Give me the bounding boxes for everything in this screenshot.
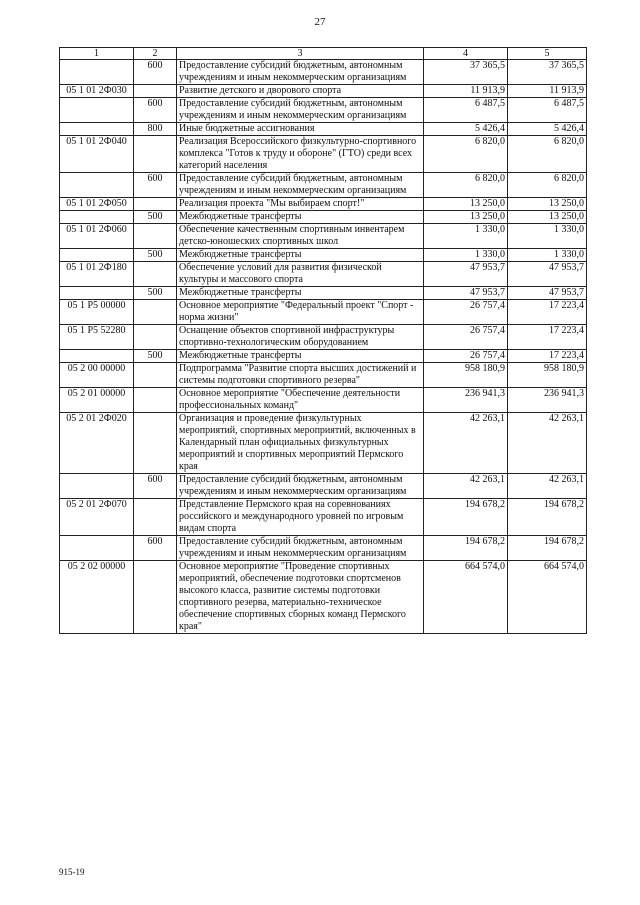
classification-code-cell: 05 2 01 2Ф070 xyxy=(60,499,134,536)
amount-col4-cell: 42 263,1 xyxy=(424,474,508,499)
amount-col4-cell: 42 263,1 xyxy=(424,413,508,474)
expense-type-cell: 600 xyxy=(134,474,177,499)
amount-col4-cell: 11 913,9 xyxy=(424,85,508,98)
header-cell: 3 xyxy=(177,48,424,60)
amount-col4-cell: 26 757,4 xyxy=(424,300,508,325)
expense-type-cell xyxy=(134,136,177,173)
amount-col4-cell: 6 820,0 xyxy=(424,173,508,198)
table-row xyxy=(60,300,587,325)
table-row xyxy=(60,211,587,224)
item-name-cell: Развитие детского и дворового спорта xyxy=(177,85,424,98)
header-cell: 2 xyxy=(134,48,177,60)
item-name-cell: Предоставление субсидий бюджетным, автономным учреждениям и иным некоммерческим организациям xyxy=(177,173,424,198)
classification-code-cell xyxy=(60,287,134,300)
classification-code-cell: 05 1 P5 00000 xyxy=(60,300,134,325)
header-cell: 4 xyxy=(424,48,508,60)
table-row xyxy=(60,413,587,474)
table-header-row xyxy=(60,48,587,60)
expense-type-cell xyxy=(134,363,177,388)
table-row xyxy=(60,173,587,198)
amount-col4-cell: 1 330,0 xyxy=(424,224,508,249)
item-name-cell: Межбюджетные трансферты xyxy=(177,287,424,300)
table-row xyxy=(60,325,587,350)
classification-code-cell: 05 1 01 2Ф030 xyxy=(60,85,134,98)
amount-col4-cell: 194 678,2 xyxy=(424,536,508,561)
expense-type-cell: 500 xyxy=(134,287,177,300)
item-name-cell: Представление Пермского края на соревнованиях российского и международного уровней по игровым видам спорта xyxy=(177,499,424,536)
amount-col5-cell: 1 330,0 xyxy=(508,224,587,249)
expense-type-cell xyxy=(134,325,177,350)
classification-code-cell: 05 2 01 00000 xyxy=(60,388,134,413)
expense-type-cell xyxy=(134,262,177,287)
table-row xyxy=(60,224,587,249)
table-row xyxy=(60,98,587,123)
expense-type-cell xyxy=(134,224,177,249)
header-cell: 5 xyxy=(508,48,587,60)
amount-col5-cell: 42 263,1 xyxy=(508,413,587,474)
item-name-cell: Организация и проведение физкультурных мероприятий, спортивных мероприятий, включенных в Календарный план официальных физкультурных мероприятий и спортивных мероприятий Пермского края xyxy=(177,413,424,474)
table-row xyxy=(60,474,587,499)
amount-col5-cell: 6 820,0 xyxy=(508,173,587,198)
amount-col5-cell: 6 820,0 xyxy=(508,136,587,173)
classification-code-cell: 05 1 01 2Ф060 xyxy=(60,224,134,249)
classification-code-cell: 05 1 01 2Ф180 xyxy=(60,262,134,287)
expense-type-cell xyxy=(134,85,177,98)
amount-col5-cell: 47 953,7 xyxy=(508,262,587,287)
amount-col4-cell: 26 757,4 xyxy=(424,350,508,363)
item-name-cell: Межбюджетные трансферты xyxy=(177,249,424,262)
item-name-cell: Оснащение объектов спортивной инфраструктуры спортивно-технологическим оборудованием xyxy=(177,325,424,350)
classification-code-cell xyxy=(60,60,134,85)
expense-type-cell: 600 xyxy=(134,98,177,123)
expense-type-cell: 500 xyxy=(134,211,177,224)
classification-code-cell xyxy=(60,123,134,136)
classification-code-cell: 05 1 01 2Ф050 xyxy=(60,198,134,211)
classification-code-cell xyxy=(60,536,134,561)
amount-col5-cell: 37 365,5 xyxy=(508,60,587,85)
item-name-cell: Обеспечение качественным спортивным инвентарем детско-юношеских спортивных школ xyxy=(177,224,424,249)
table-row xyxy=(60,85,587,98)
expense-type-cell xyxy=(134,388,177,413)
table-row xyxy=(60,499,587,536)
table-row xyxy=(60,262,587,287)
amount-col4-cell: 47 953,7 xyxy=(424,287,508,300)
amount-col4-cell: 26 757,4 xyxy=(424,325,508,350)
table-row xyxy=(60,198,587,211)
classification-code-cell: 05 1 P5 52280 xyxy=(60,325,134,350)
amount-col4-cell: 47 953,7 xyxy=(424,262,508,287)
item-name-cell: Обеспечение условий для развития физической культуры и массового спорта xyxy=(177,262,424,287)
table-row xyxy=(60,561,587,634)
header-cell: 1 xyxy=(60,48,134,60)
table-row xyxy=(60,536,587,561)
amount-col5-cell: 11 913,9 xyxy=(508,85,587,98)
amount-col5-cell: 236 941,3 xyxy=(508,388,587,413)
amount-col5-cell: 958 180,9 xyxy=(508,363,587,388)
amount-col5-cell: 664 574,0 xyxy=(508,561,587,634)
amount-col4-cell: 13 250,0 xyxy=(424,211,508,224)
item-name-cell: Предоставление субсидий бюджетным, автономным учреждениям и иным некоммерческим организациям xyxy=(177,98,424,123)
classification-code-cell xyxy=(60,173,134,198)
item-name-cell: Предоставление субсидий бюджетным, автономным учреждениям и иным некоммерческим организациям xyxy=(177,536,424,561)
item-name-cell: Предоставление субсидий бюджетным, автономным учреждениям и иным некоммерческим организациям xyxy=(177,474,424,499)
page-number: 27 xyxy=(314,16,326,28)
table-row xyxy=(60,287,587,300)
expense-type-cell: 600 xyxy=(134,536,177,561)
table-row xyxy=(60,249,587,262)
amount-col5-cell: 13 250,0 xyxy=(508,198,587,211)
expense-type-cell: 500 xyxy=(134,249,177,262)
amount-col5-cell: 5 426,4 xyxy=(508,123,587,136)
amount-col5-cell: 17 223,4 xyxy=(508,350,587,363)
expense-type-cell xyxy=(134,499,177,536)
budget-table xyxy=(59,47,587,634)
amount-col4-cell: 664 574,0 xyxy=(424,561,508,634)
expense-type-cell: 600 xyxy=(134,60,177,85)
classification-code-cell: 05 2 00 00000 xyxy=(60,363,134,388)
amount-col5-cell: 1 330,0 xyxy=(508,249,587,262)
table-row xyxy=(60,363,587,388)
expense-type-cell xyxy=(134,198,177,211)
item-name-cell: Реализация проекта "Мы выбираем спорт!" xyxy=(177,198,424,211)
table-row xyxy=(60,388,587,413)
expense-type-cell xyxy=(134,300,177,325)
document-code: 915-19 xyxy=(59,867,85,877)
amount-col5-cell: 17 223,4 xyxy=(508,300,587,325)
amount-col4-cell: 6 487,5 xyxy=(424,98,508,123)
item-name-cell: Иные бюджетные ассигнования xyxy=(177,123,424,136)
amount-col4-cell: 6 820,0 xyxy=(424,136,508,173)
classification-code-cell: 05 2 02 00000 xyxy=(60,561,134,634)
item-name-cell: Основное мероприятие "Обеспечение деятельности профессиональных команд" xyxy=(177,388,424,413)
expense-type-cell xyxy=(134,413,177,474)
classification-code-cell: 05 1 01 2Ф040 xyxy=(60,136,134,173)
expense-type-cell: 600 xyxy=(134,173,177,198)
amount-col4-cell: 1 330,0 xyxy=(424,249,508,262)
amount-col4-cell: 194 678,2 xyxy=(424,499,508,536)
classification-code-cell xyxy=(60,474,134,499)
classification-code-cell xyxy=(60,350,134,363)
classification-code-cell xyxy=(60,211,134,224)
classification-code-cell xyxy=(60,98,134,123)
item-name-cell: Межбюджетные трансферты xyxy=(177,350,424,363)
amount-col4-cell: 236 941,3 xyxy=(424,388,508,413)
expense-type-cell: 500 xyxy=(134,350,177,363)
amount-col5-cell: 42 263,1 xyxy=(508,474,587,499)
item-name-cell: Межбюджетные трансферты xyxy=(177,211,424,224)
table-row xyxy=(60,123,587,136)
amount-col5-cell: 13 250,0 xyxy=(508,211,587,224)
classification-code-cell xyxy=(60,249,134,262)
item-name-cell: Предоставление субсидий бюджетным, автономным учреждениям и иным некоммерческим организациям xyxy=(177,60,424,85)
item-name-cell: Реализация Всероссийского физкультурно-спортивного комплекса "Готов к труду и обороне" (ГТО) среди всех категорий населения xyxy=(177,136,424,173)
classification-code-cell: 05 2 01 2Ф020 xyxy=(60,413,134,474)
item-name-cell: Основное мероприятие "Проведение спортивных мероприятий, обеспечение подготовки спортсменов высокого класса, развитие системы подготовки спортивного резерва, материально-техническое обеспечение спортивных сборных команд Пермского края" xyxy=(177,561,424,634)
amount-col4-cell: 5 426,4 xyxy=(424,123,508,136)
amount-col4-cell: 958 180,9 xyxy=(424,363,508,388)
amount-col5-cell: 194 678,2 xyxy=(508,536,587,561)
amount-col4-cell: 37 365,5 xyxy=(424,60,508,85)
amount-col5-cell: 194 678,2 xyxy=(508,499,587,536)
amount-col4-cell: 13 250,0 xyxy=(424,198,508,211)
table-row xyxy=(60,60,587,85)
item-name-cell: Основное мероприятие "Федеральный проект "Спорт - норма жизни" xyxy=(177,300,424,325)
table-row xyxy=(60,136,587,173)
table-row xyxy=(60,350,587,363)
amount-col5-cell: 6 487,5 xyxy=(508,98,587,123)
amount-col5-cell: 17 223,4 xyxy=(508,325,587,350)
expense-type-cell xyxy=(134,561,177,634)
item-name-cell: Подпрограмма "Развитие спорта высших достижений и системы подготовки спортивного резерва" xyxy=(177,363,424,388)
expense-type-cell: 800 xyxy=(134,123,177,136)
amount-col5-cell: 47 953,7 xyxy=(508,287,587,300)
